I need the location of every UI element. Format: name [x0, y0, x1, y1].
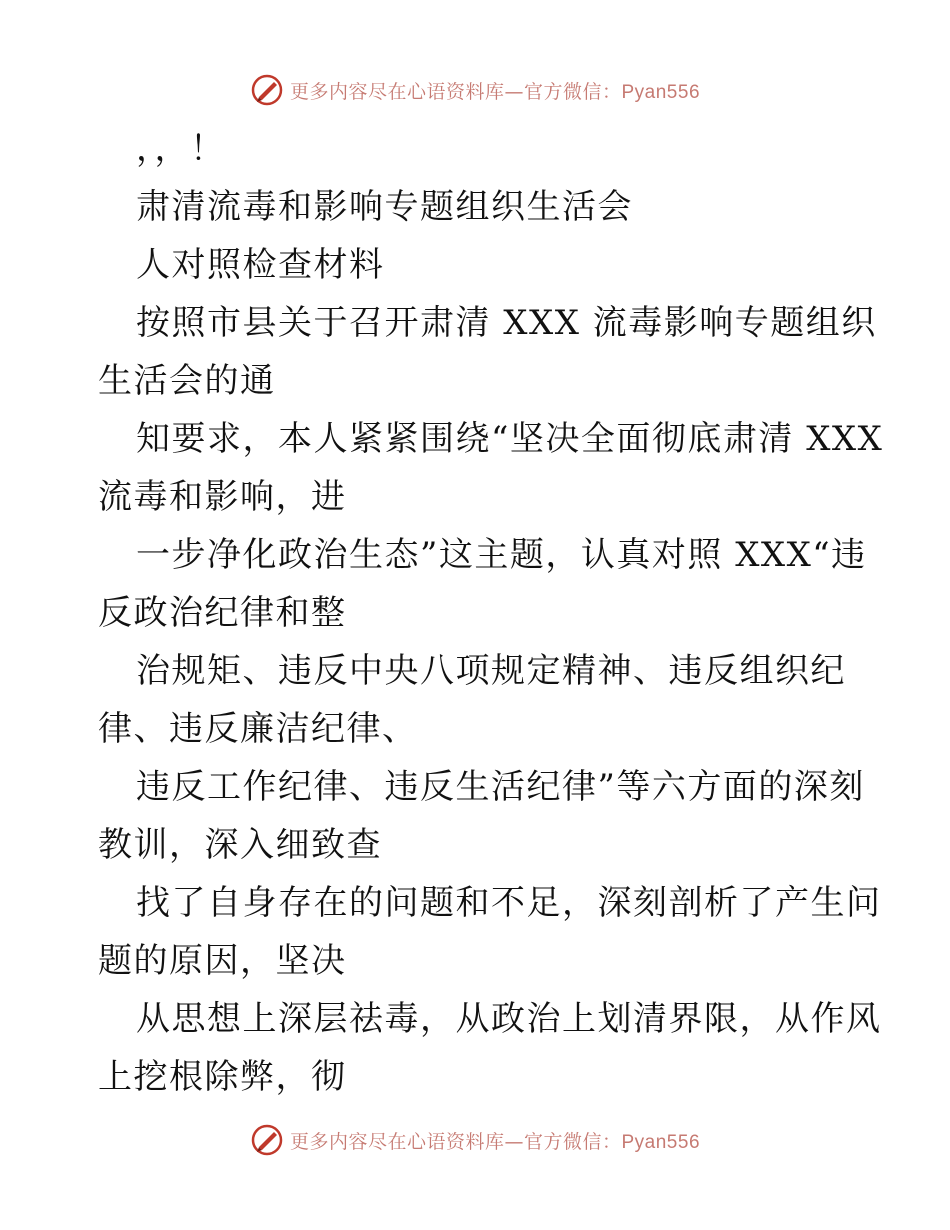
pen-logo-icon — [250, 73, 284, 107]
text-line: 上挖根除弊，彻 — [98, 1057, 347, 1097]
document-body — [98, 120, 884, 1106]
document-title-line-2: 人对照检查材料 — [136, 245, 385, 285]
footer-watermark — [0, 1120, 950, 1160]
document-title-line-1: 肃清流毒和影响专题组织生活会 — [136, 187, 633, 227]
text-line: ，，！ — [136, 129, 226, 169]
text-line: 从思想上深层祛毒，从政治上划清界限，从作风 — [136, 999, 882, 1039]
text-line: 一步净化政治生态”这主题，认真对照 XXX“违 — [136, 535, 867, 575]
text-line: 知要求，本人紧紧围绕“坚决全面彻底肃清 XXX — [136, 419, 884, 459]
pen-logo-icon — [250, 1123, 284, 1157]
text-line: 违反工作纪律、违反生活纪律”等六方面的深刻 — [136, 767, 865, 807]
text-line: 流毒和影响，进 — [98, 477, 347, 517]
text-line: 按照市县关于召开肃清 XXX 流毒影响专题组织 — [136, 303, 877, 343]
text-line: 找了自身存在的问题和不足，深刻剖析了产生问 — [136, 883, 882, 923]
text-line: 教训，深入细致查 — [98, 825, 382, 865]
header-watermark — [0, 70, 950, 110]
text-line: 律、违反廉洁纪律、 — [98, 709, 418, 749]
text-line: 反政治纪律和整 — [98, 593, 347, 633]
text-line: 题的原因，坚决 — [98, 941, 347, 981]
header-watermark-text: 更多内容尽在心语资料库—官方微信：Pyan556 — [289, 80, 701, 103]
text-line: 治规矩、违反中央八项规定精神、违反组织纪 — [136, 651, 846, 691]
text-line: 生活会的通 — [98, 361, 276, 401]
footer-watermark-text: 更多内容尽在心语资料库—官方微信：Pyan556 — [289, 1130, 701, 1153]
